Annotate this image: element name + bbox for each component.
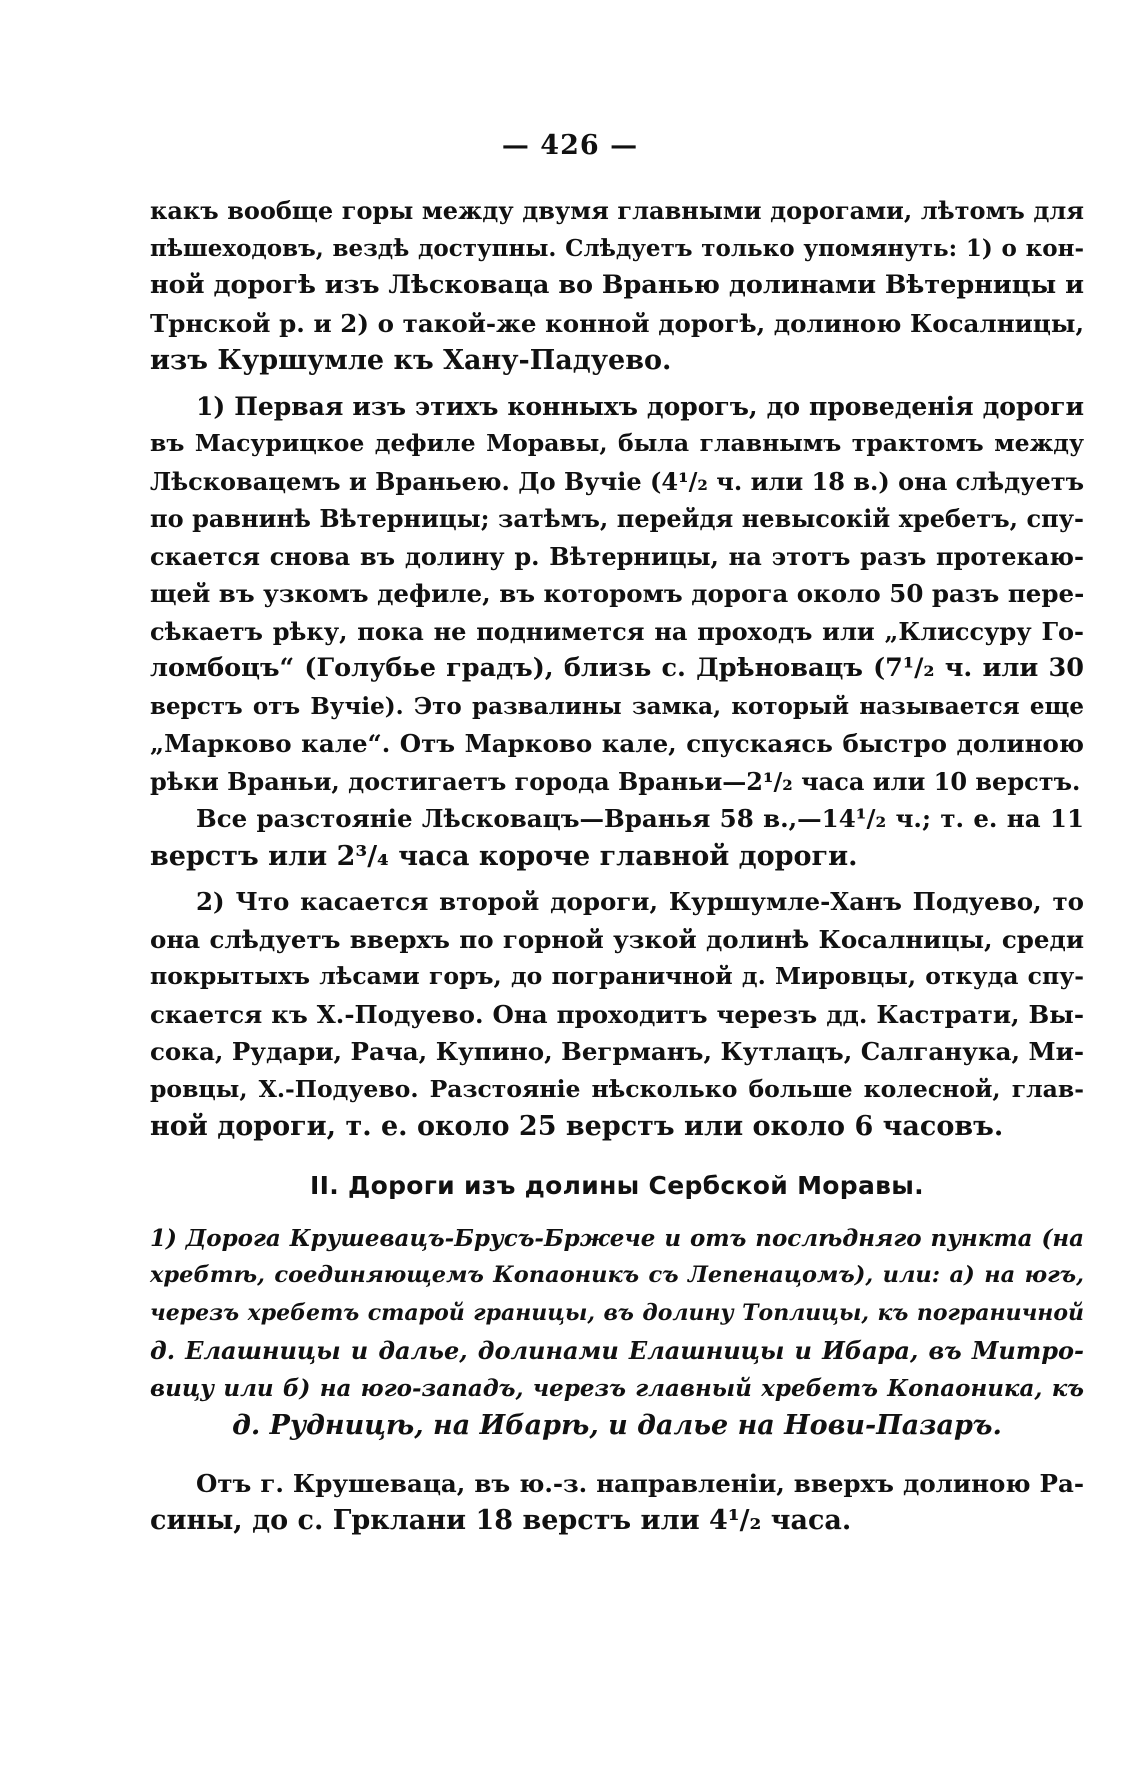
paragraph-route-italic: [150, 1220, 1084, 1445]
text-line: д. Елашницы и далье, долинами Елашницы и Ибара, въ Митро-: [150, 1336, 1084, 1365]
text-line: хребтѣ, соединяющемъ Копаоникъ съ Лепенацомъ), или: а) на югъ,: [150, 1262, 1084, 1288]
text-line: сѣкаетъ рѣку, пока не поднимется на проходъ или „Клиссуру Го-: [150, 616, 1084, 646]
text-line: ной дороги, т. е. около 25 верстъ или около 6 часовъ.: [150, 1111, 1004, 1142]
text-line: ровцы, Х.-Подуево. Разстояніе нѣсколько больше колесной, глав-: [150, 1074, 1084, 1103]
text-line: пѣшеходовъ, вездѣ доступны. Слѣдуетъ только упомянуть: 1) о кон-: [150, 234, 1084, 262]
text-line: Трнской р. и 2) о такой-же конной дорогѣ, долиною Косалницы,: [150, 308, 1084, 338]
text-line: рѣки Враньи, достигаетъ города Враньи—2¹/₂ часа или 10 верстъ.: [150, 766, 1081, 796]
text-line: верстъ отъ Вучіе). Это развалины замка, который называется еще: [150, 692, 1084, 720]
text-line: по равнинѣ Вѣтерницы; затѣмъ, перейдя невысокій хребетъ, спу-: [150, 504, 1084, 533]
text-line: покрытыхъ лѣсами горъ, до пограничной д. Мировцы, откуда спу-: [150, 962, 1084, 990]
text-line: ной дорогѣ изъ Лѣсковаца во Вранью долинами Вѣтерницы и: [150, 270, 1084, 300]
text-line: 2) Что касается второй дороги, Куршумле-Ханъ Подуево, то: [196, 887, 1084, 916]
text-line: сины, до с. Грклани 18 верстъ или 4¹/₂ часа.: [150, 1505, 852, 1536]
text-line: какъ вообще горы между двумя главными дорогами, лѣтомъ для: [150, 196, 1084, 225]
page-number: — 426 —: [501, 130, 639, 161]
text-line: скается къ Х.-Подуево. Она проходитъ черезъ дд. Кастрати, Вы-: [150, 999, 1084, 1029]
text-line: сока, Рудари, Рача, Купино, Вегрманъ, Кутлацъ, Салганука, Ми-: [150, 1037, 1085, 1066]
text-line: верстъ или 2³/₄ часа короче главной дороги.: [150, 840, 858, 872]
text-line: щей въ узкомъ дефиле, въ которомъ дорога около 50 разъ пере-: [150, 579, 1085, 608]
section-heading: II. Дороги изъ долины Сербской Моравы.: [310, 1170, 924, 1200]
text-line: Лѣсковацемъ и Враньею. До Вучіе (4¹/₂ ч. или 18 в.) она слѣдуетъ: [150, 466, 1084, 496]
paragraph-distance: [150, 800, 1084, 875]
text-line: черезъ хребетъ старой границы, въ долину Топлицы, къ пограничной: [150, 1299, 1084, 1326]
paragraph-krusevac: [150, 1465, 1084, 1540]
text-line: 1) Первая изъ этихъ конныхъ дорогъ, до проведенія дороги: [196, 391, 1084, 421]
text-line: Отъ г. Крушеваца, въ ю.-з. направленіи, вверхъ долиною Ра-: [196, 1468, 1084, 1498]
page-body: [150, 192, 1084, 1540]
text-line: Все разстояніе Лѣсковацъ—Вранья 58 в.,—14¹/₂ ч.; т. е. на 11: [196, 804, 1084, 833]
text-line: она слѣдуетъ вверхъ по горной узкой долинѣ Косалницы, среди: [150, 924, 1084, 954]
paragraph-continuation: [150, 192, 1084, 380]
text-line: „Марково кале“. Отъ Марково кале, спускаясь быстро долиною: [150, 729, 1084, 758]
text-line: ломбоцъ“ (Голубье градъ), близь с. Дрѣновацъ (7¹/₂ ч. или 30: [150, 653, 1084, 683]
text-line: въ Масурицкое дефиле Моравы, была главнымъ трактомъ между: [150, 429, 1084, 457]
paragraph-first-road: [150, 388, 1084, 801]
text-line: изъ Куршумле къ Хану-Падуево.: [150, 345, 672, 376]
text-line: скается снова въ долину р. Вѣтерницы, на этотъ разъ протекаю-: [150, 541, 1084, 571]
paragraph-second-road: [150, 883, 1084, 1146]
text-line: вицу или б) на юго-западъ, черезъ главный хребетъ Копаоника, къ: [150, 1374, 1084, 1402]
text-line: д. Рудницѣ, на Ибарѣ, и далье на Нови-Пазаръ.: [232, 1410, 1002, 1441]
text-line: 1) Дорога Крушевацъ-Брусъ-Бржече и отъ послѣдняго пункта (на: [150, 1224, 1084, 1252]
